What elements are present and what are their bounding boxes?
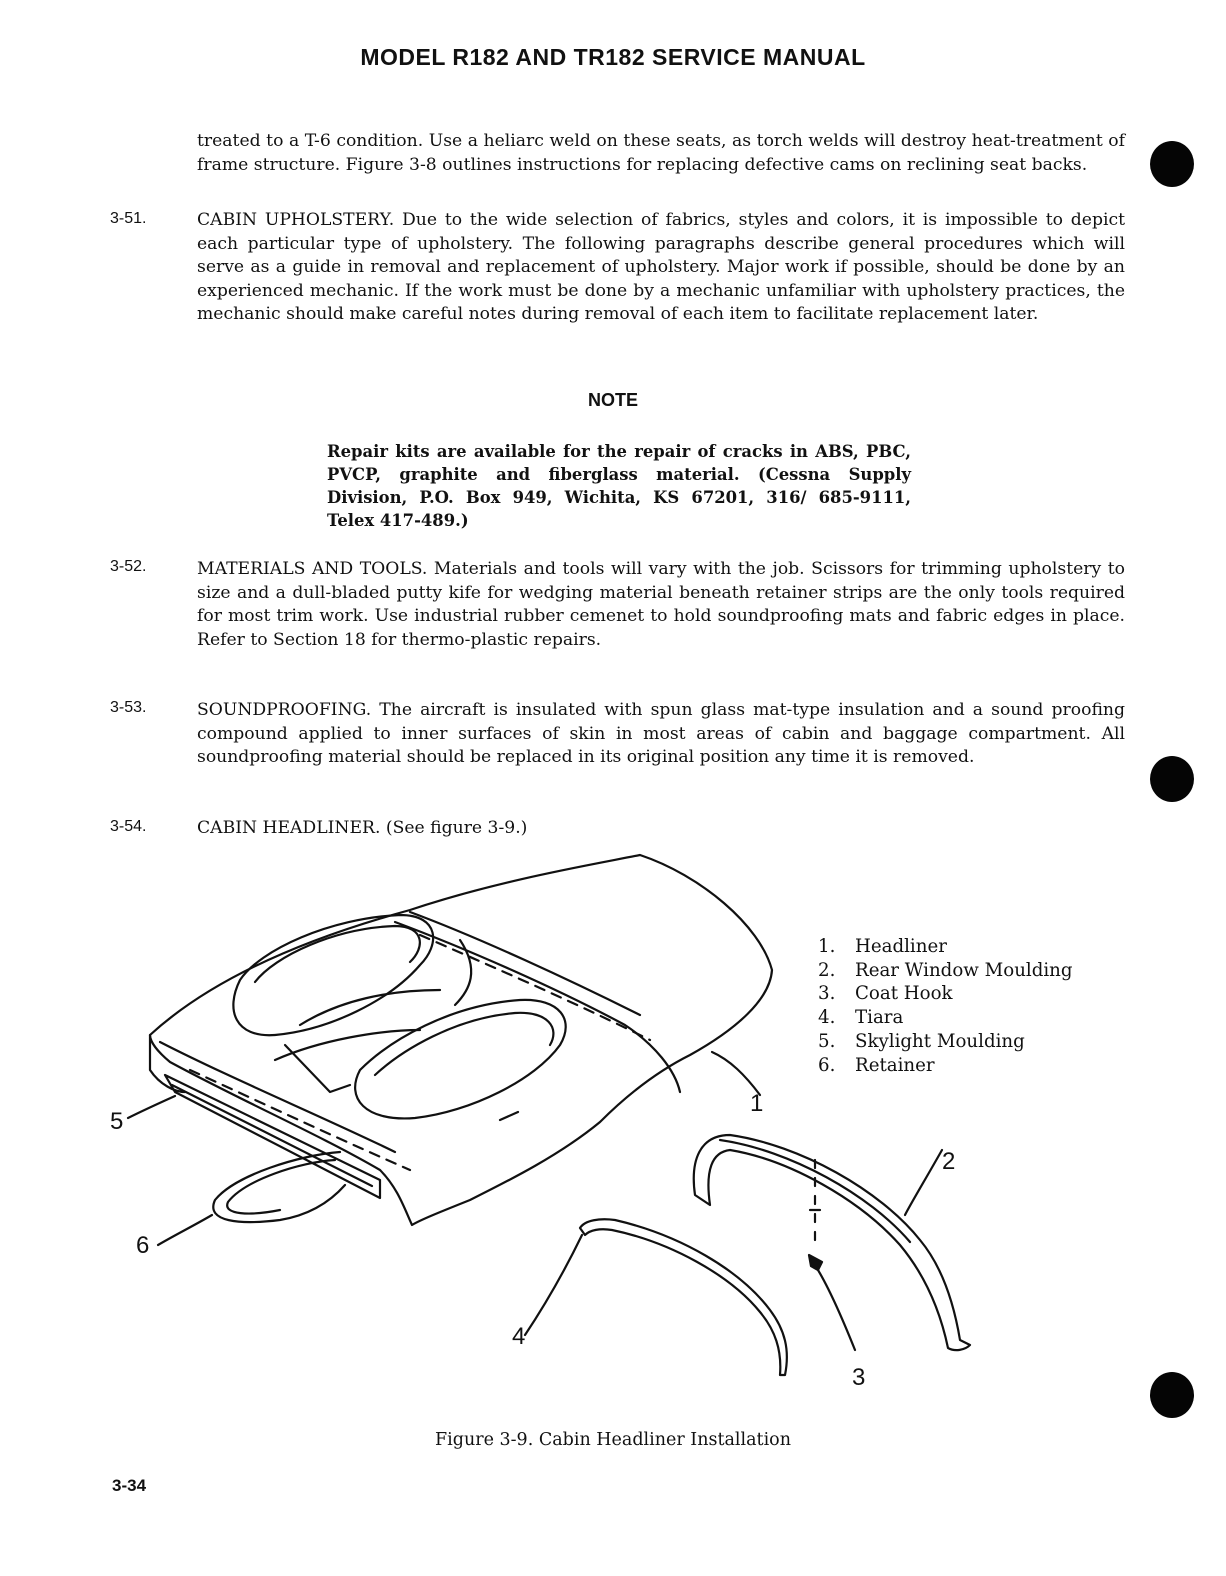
section-3-54-text: CABIN HEADLINER. (See figure 3-9.) [197, 818, 528, 838]
callout-6: 6 [136, 1232, 150, 1259]
legend-item: 6. Retainer [818, 1054, 935, 1076]
section-3-54-number: 3-54. [110, 818, 147, 835]
intro-paragraph: treated to a T-6 condition. Use a heliarc weld on these seats, as torch welds will destroy heat-treatment of frame structure. Figure 3-8 outlines instructions for replacing defective cams on reclining seat backs. [197, 131, 1125, 175]
callout-3: 3 [852, 1364, 866, 1391]
leader-3 [818, 1270, 855, 1350]
legend-item: 3. Coat Hook [818, 983, 953, 1005]
callout-5: 5 [110, 1108, 124, 1135]
note-text: Repair kits are available for the repair of cracks in ABS, PBC, PVCP, graphite and fiberglass material. (Cessna Supply Division, P.O. Box 949, Wichita, KS 67201, 316/ 685-9111, Telex 417-489.) [327, 442, 911, 530]
leader-6 [158, 1215, 212, 1245]
legend-item: 1. Headliner [818, 936, 947, 957]
headliner-illustration [0, 830, 1226, 1420]
section-3-51-text: CABIN UPHOLSTERY. Due to the wide selection of fabrics, styles and colors, it is impossible to depict each particular type of upholstery. The following paragraphs describe general procedures which will serve as a guide in removal and replacement of upholstery. Major work if possible, should be done by an experienced mechanic. If the work must be done by a mechanic unfamiliar with upholstery practices, the mechanic should make careful notes during removal of each item to facilitate replacement later. [197, 210, 1125, 324]
page-number: 3-34 [112, 1476, 147, 1495]
leader-5 [128, 1096, 175, 1118]
section-3-53-number: 3-53. [110, 699, 147, 716]
callout-1: 1 [750, 1090, 764, 1117]
leader-2 [905, 1150, 942, 1215]
headliner-shell [150, 855, 772, 1225]
note-heading: NOTE [587, 390, 638, 410]
headliner-front-lip [150, 1035, 185, 1092]
page-header: MODEL R182 AND TR182 SERVICE MANUAL [360, 44, 866, 70]
callout-2: 2 [942, 1148, 956, 1175]
figure-legend [818, 935, 1073, 1077]
headliner-seam [395, 922, 680, 1092]
section-3-53-text: SOUNDPROOFING. The aircraft is insulated with spun glass mat-type insulation and a sound proofing compound applied to inner surfaces of skin in most areas of cabin and baggage compartment. All soundproofing material should be replaced in its original position any time it is removed. [197, 700, 1125, 767]
leader-1 [712, 1052, 760, 1095]
callout-4: 4 [512, 1323, 526, 1350]
legend-item: 5. Skylight Moulding [818, 1030, 1025, 1052]
punch-hole-top [1150, 141, 1194, 187]
legend-item: 4. Tiara [818, 1007, 904, 1029]
legend-item: 2. Rear Window Moulding [818, 959, 1073, 981]
figure-caption: Figure 3-9. Cabin Headliner Installation [435, 1430, 791, 1450]
section-3-51-number: 3-51. [110, 210, 147, 227]
leader-4 [525, 1235, 582, 1335]
rear-window-moulding [694, 1135, 970, 1350]
tiara [580, 1219, 787, 1375]
skylight-opening-right [355, 1000, 566, 1119]
section-3-52-text: MATERIALS AND TOOLS. Materials and tools will vary with the job. Scissors for trimming upholstery to size and a dull-bladed putty kife for wedging material beneath retainer strips are the only tools required for most trim work. Use industrial rubber cemenet to hold soundproofing mats and fabric edges in place. Refer to Section 18 for thermo-plastic repairs. [197, 559, 1125, 650]
section-3-52-number: 3-52. [110, 558, 147, 575]
punch-hole-middle [1150, 756, 1194, 802]
